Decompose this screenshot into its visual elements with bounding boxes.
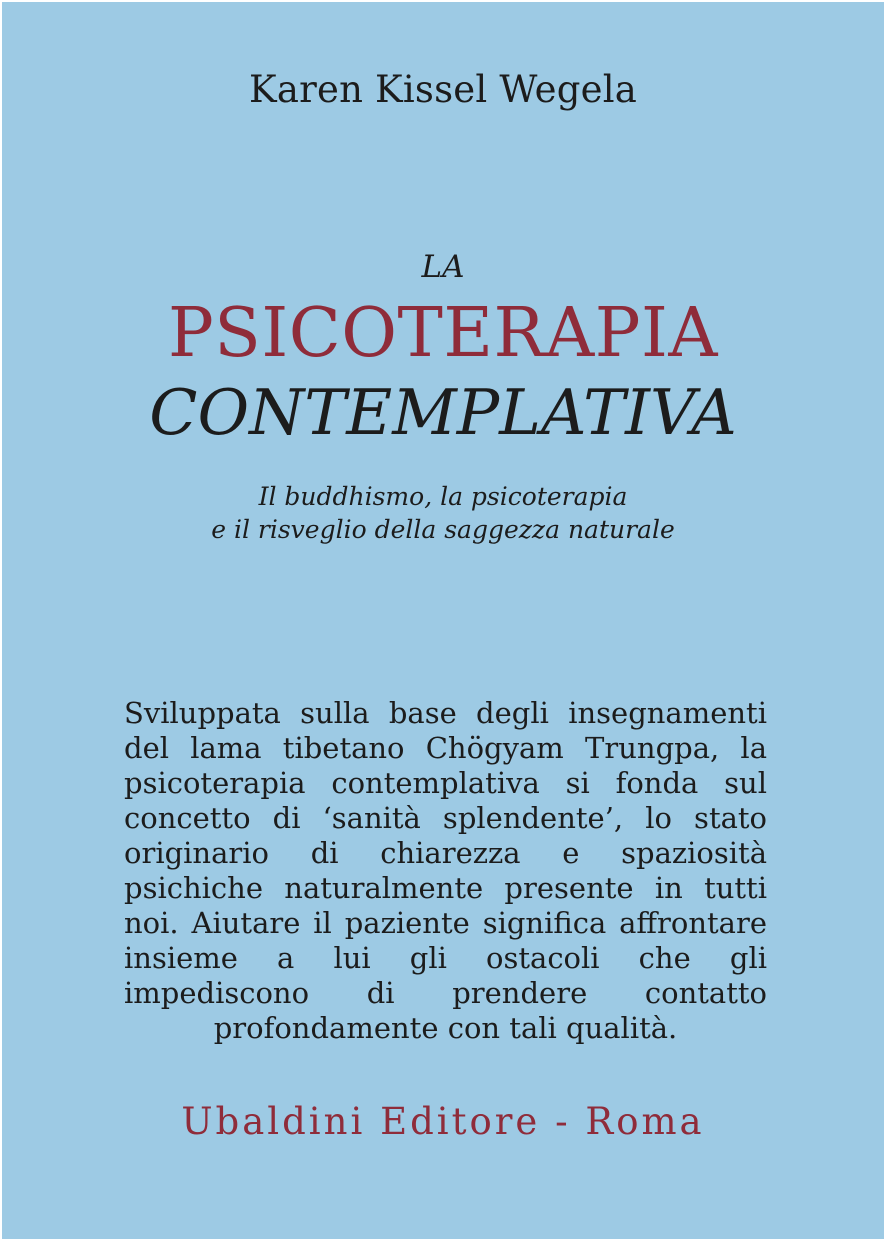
author-name: Karen Kissel Wegela [248,68,637,111]
blurb-text: Sviluppata sulla base degli insegnamenti del lama tibetano Chögyam Trungpa, la psicoterapia contemplativa si fonda sul concetto di ‘sanità splendente’, lo stato originario di chiarezza e spaziosità psichiche naturalmente presente in tutti noi. Aiutare il paziente significa affrontare insieme a lui gli ostacoli che gli impediscono di prendere contatto profondamente con tali qualità. [124,696,767,1045]
subtitle [2,480,884,546]
title-main: PSICOTERAPIA [168,294,718,373]
title-article: LA [421,249,465,285]
subtitle-line-2: e il risveglio della saggezza naturale [211,515,675,544]
subtitle-line-1: Il buddhismo, la psicoterapia [258,482,628,511]
publisher: Ubaldini Editore - Roma [181,1100,705,1143]
title-secondary: CONTEMPLATIVA [149,376,737,449]
book-cover [2,2,884,1239]
